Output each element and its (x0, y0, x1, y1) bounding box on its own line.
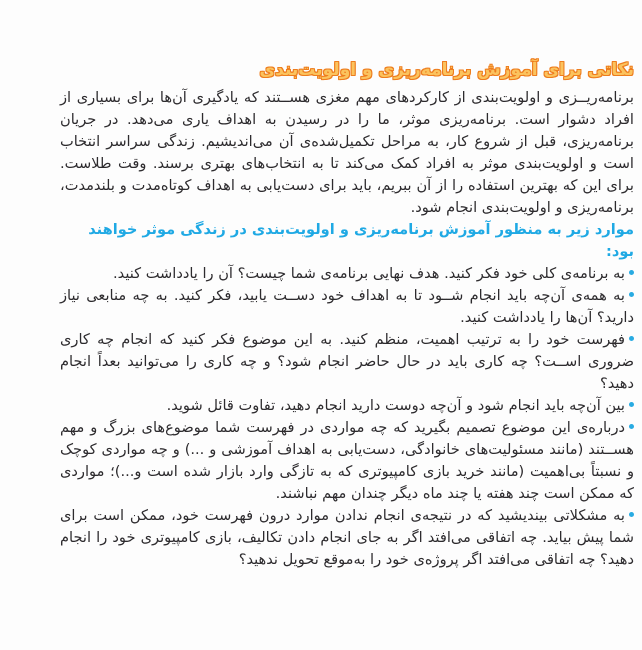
list-item (60, 285, 634, 329)
list-item (60, 263, 634, 285)
page-title: نکاتی برای آموزش برنامه‌ریزی و اولویت‌بندی (259, 60, 634, 80)
list-item-text: به مشکلاتی بیندیشید که در نتیجه‌ی انجام ندادن موارد درون فهرست خود، ممکن است برای شما پیش بیاید. چه اتفاقی می‌افتد اگر به جای انجام دادن تکالیف، بازی کامپیوتری خود را انجام دهید؟ چه اتفاقی می‌افتد اگر پروژه‌ی خود را به‌موقع تحویل ندهید؟ (60, 507, 634, 568)
list-item (60, 417, 634, 505)
list-item-text: به همه‌ی آن‌چه باید انجام شــود تا به اهداف خود دســت یابید، فکر کنید. به چه منابعی نیاز دارید؟ آن‌ها را یادداشت کنید. (60, 287, 634, 326)
list-item-text: بین آن‌چه باید انجام شود و آن‌چه دوست دارید انجام دهید، تفاوت قائل شوید. (166, 397, 625, 414)
bullet-dot-icon (629, 292, 634, 297)
bullet-dot-icon (629, 512, 634, 517)
bullet-dot-icon (629, 424, 634, 429)
list-item (60, 329, 634, 395)
section-subheading: موارد زیر به منظور آموزش برنامه‌ریزی و اولویت‌بندی در زندگی موثر خواهند بود: (88, 221, 634, 260)
list-item (60, 395, 634, 417)
tips-list (60, 263, 634, 571)
bullet-dot-icon (629, 336, 634, 341)
intro-paragraph: برنامه‌ریــزی و اولویت‌بندی از کارکردهای مهم مغزی هســتند که یادگیری آن‌ها برای بسیاری از افراد دشوار است. برنامه‌ریزی موثر، ما را در رسیدن به اهداف یاری می‌دهد. در جریان برنامه‌ریزی، قبل از شروع کار، به مراحل تکمیل‌شده‌ی آن می‌اندیشیم. زندگی سراسر انتخاب است و اولویت‌بندی موثر به افراد کمک می‌کند تا به انتخاب‌های بهتری برسند. وقت طلاست. برای این که بهترین استفاده را از آن ببریم، باید برای دست‌یابی به اهداف کوتاه‌مدت و بلندمدت، برنامه‌ریزی و اولویت‌بندی انجام شود. (60, 89, 634, 216)
bullet-dot-icon (629, 270, 634, 275)
list-item (60, 505, 634, 571)
list-item-text: فهرست خود را به ترتیب اهمیت، منظم کنید. به این موضوع فکر کنید که انجام چه کاری ضروری اســت؟ چه کاری باید در حال حاضر انجام شود؟ و چه کاری را می‌توانید بعداً انجام دهید؟ (60, 331, 634, 392)
bullet-dot-icon (629, 402, 634, 407)
list-item-text: به برنامه‌ی کلی خود فکر کنید. هدف نهایی برنامه‌ی شما چیست؟ آن را یادداشت کنید. (113, 265, 625, 282)
list-item-text: درباره‌ی این موضوع تصمیم بگیرید که چه مواردی در فهرست شما موضوع‌های بزرگ و مهم هســتند (مانند مسئولیت‌های خانوادگی، دست‌یابی به اهداف آموزشی و ...) و چه مواردی کوچک و نسبتاً بی‌اهمیت (مانند خرید بازی کامپیوتری که به تازگی وارد بازار شده است و...)؛ مواردی که ممکن است چند هفته یا چند ماه دیگر چندان مهم نباشند. (60, 419, 634, 502)
